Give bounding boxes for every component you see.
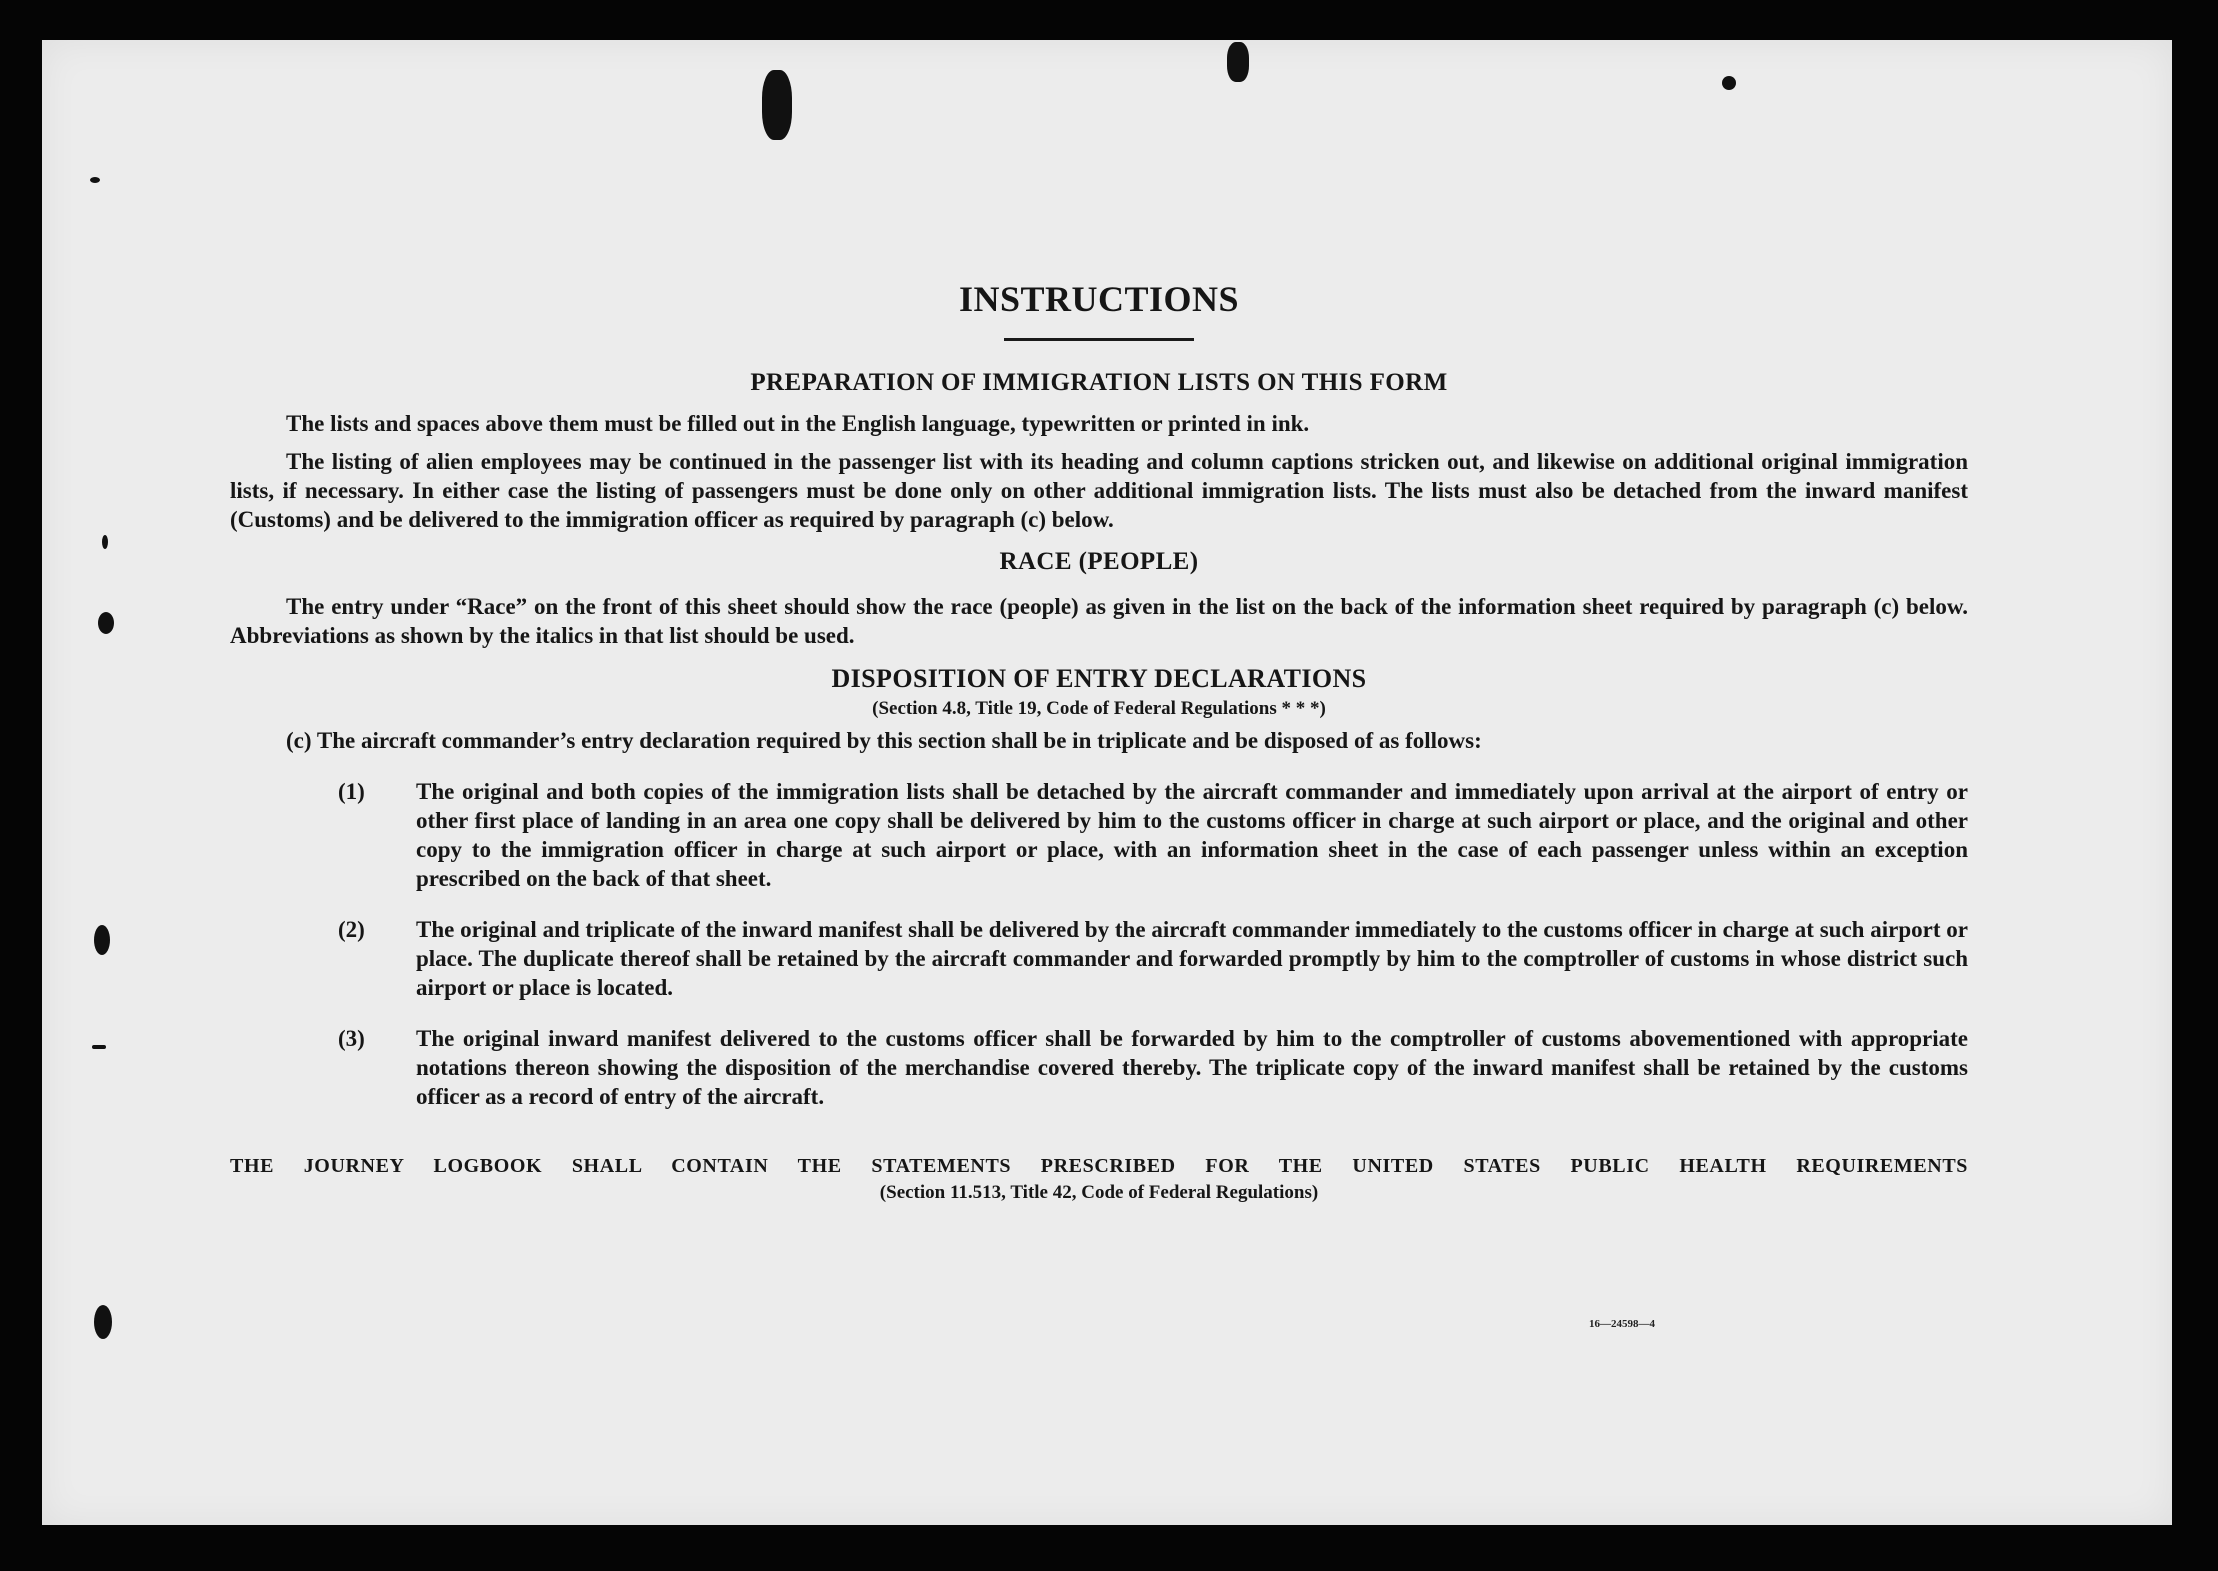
ink-smudge: [1722, 76, 1736, 90]
preparation-paragraph-2: The listing of alien employees may be continued in the passenger list with its heading and column captions stricken out, and likewise on additional original immigration lists, if necessary. In either case the listing of passengers must be done only on other additional immigration lists. The lists must also be detached from the inward manifest (Customs) and be delivered to the immigration officer as required by paragraph (c) below.: [230, 449, 1968, 532]
item-text: The original inward manifest delivered to the customs officer shall be forwarded by him to the comptroller of customs abovementioned with appropriate notations thereon showing the disposition of the merchandise covered thereby. The triplicate copy of the inward manifest shall be retained by the customs officer as a record of entry of the aircraft.: [416, 1026, 1968, 1109]
preparation-paragraph-1: The lists and spaces above them must be filled out in the English language, typewritten or printed in ink.: [286, 411, 1310, 436]
item-number: (2): [338, 917, 365, 942]
section-heading-preparation: PREPARATION OF IMMIGRATION LISTS ON THIS FORM: [750, 369, 1448, 396]
title-rule: [1004, 338, 1194, 341]
instructions-content: [230, 240, 1968, 1204]
ink-smudge: [94, 925, 110, 955]
ink-smudge: [98, 612, 114, 634]
intro-text: The aircraft commander’s entry declaration required by this section shall be in triplicate and be disposed of as follows:: [316, 728, 1482, 753]
ink-smudge: [1227, 42, 1249, 82]
ink-smudge: [762, 70, 792, 140]
disposition-intro: [230, 726, 1968, 755]
item-text: The original and triplicate of the inward manifest shall be delivered by the aircraft commander immediately to the customs officer in charge at such airport or place. The duplicate thereof shall be retained by the aircraft commander and forwarded promptly by him to the comptroller of customs in whose district such airport or place is located.: [416, 917, 1968, 1000]
section-heading-race: RACE (PEOPLE): [999, 548, 1199, 575]
disposition-citation: (Section 4.8, Title 19, Code of Federal Regulations * * *): [872, 698, 1326, 719]
race-paragraph: The entry under “Race” on the front of this sheet should show the race (people) as given in the list on the back of the information sheet required by paragraph (c) below. Abbreviations as shown by the italics in that list should be used.: [230, 594, 1968, 648]
list-item: [230, 777, 1968, 893]
health-requirements-statement: THE JOURNEY LOGBOOK SHALL CONTAIN THE STATEMENTS PRESCRIBED FOR THE UNITED STATES PUBLIC HEALTH REQUIREMENTS: [230, 1155, 1968, 1177]
ink-smudge: [92, 1045, 106, 1049]
item-number: (3): [338, 1026, 365, 1051]
list-item: [230, 1024, 1968, 1111]
ink-smudge: [94, 1305, 112, 1339]
item-text: The original and both copies of the immigration lists shall be detached by the aircraft commander and immediately upon arrival at the airport of entry or other first place of landing in an area one copy shall be delivered by him to the customs officer in charge at such airport or place, and the original and other copy to the immigration officer in charge at such airport or place, with an information sheet in the case of each passenger unless within an exception prescribed on the back of that sheet.: [416, 779, 1968, 891]
page-title: INSTRUCTIONS: [958, 279, 1240, 319]
section-heading-disposition: DISPOSITION OF ENTRY DECLARATIONS: [831, 664, 1367, 693]
list-item: [230, 915, 1968, 1002]
form-code: 16—24598—4: [1589, 1318, 1655, 1330]
health-requirements-citation: (Section 11.513, Title 42, Code of Federal Regulations): [879, 1182, 1319, 1203]
item-number: (1): [338, 779, 365, 804]
ink-smudge: [102, 535, 108, 549]
ink-smudge: [90, 177, 100, 183]
intro-label: (c): [286, 728, 312, 753]
